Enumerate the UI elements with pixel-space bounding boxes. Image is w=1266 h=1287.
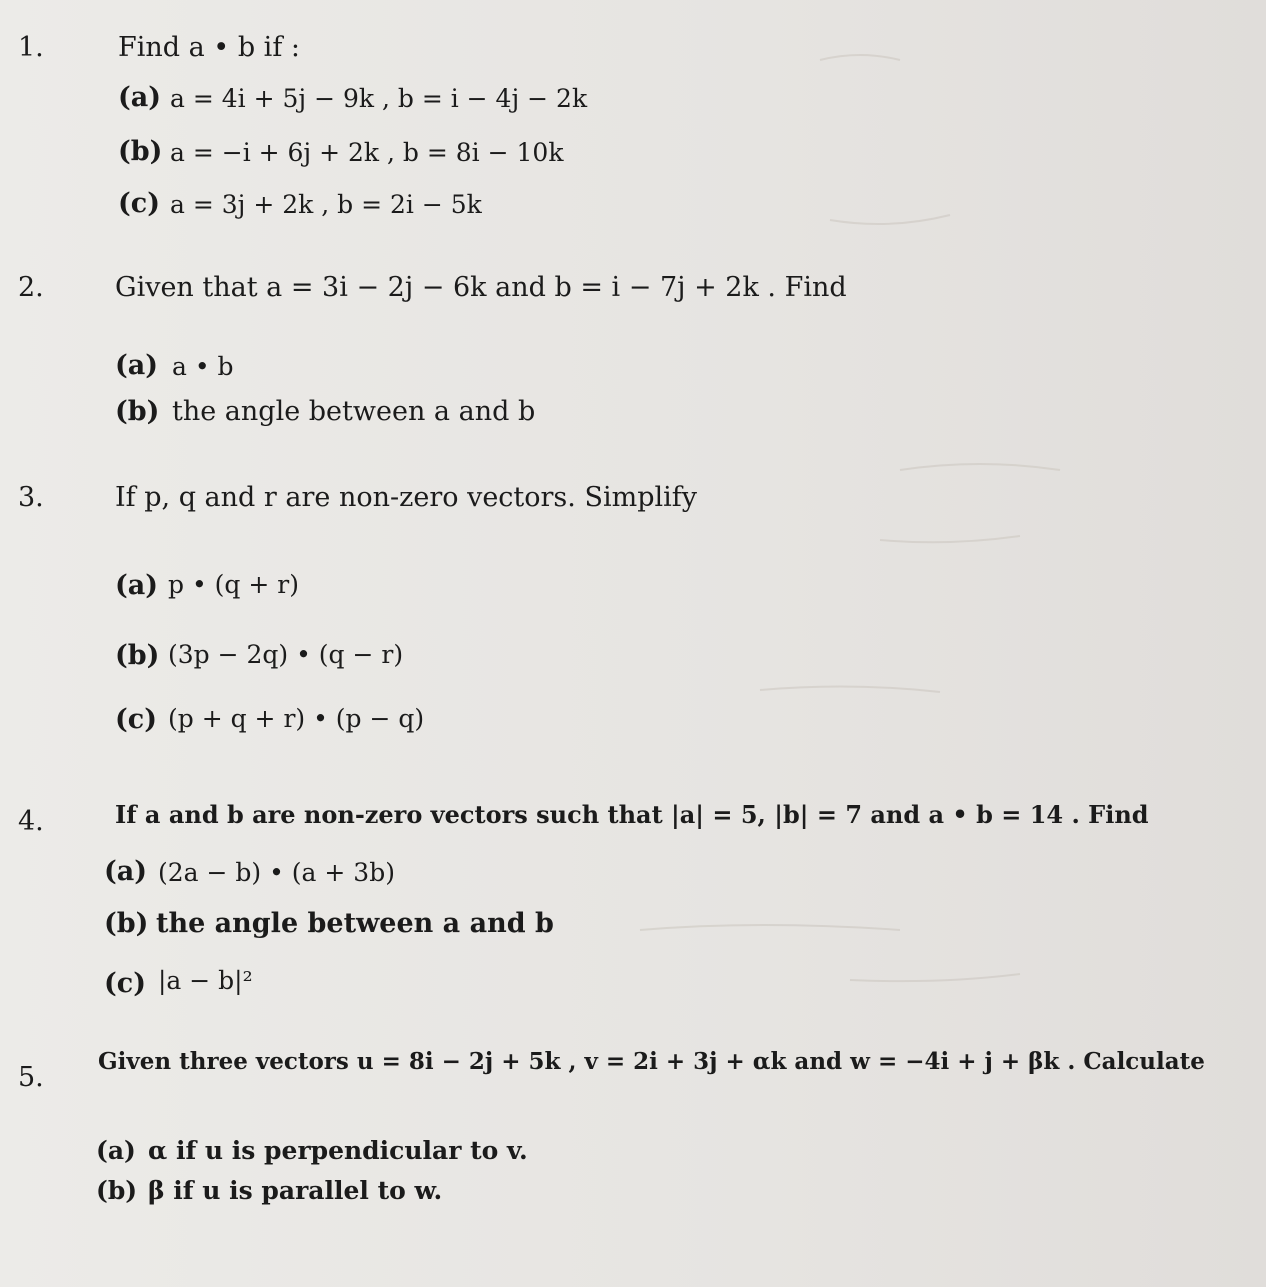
question-1a-label: (a) [118,82,162,113]
question-5-stem: Given three vectors u = 8i − 2j + 5k , v = 2i + 3j + αk and w = −4i + j + βk . Calculate [98,1048,1205,1075]
question-3c-label: (c) [115,704,157,735]
question-3b-label: (b) [115,640,160,671]
question-1b-label: (b) [118,136,163,167]
question-2a-text: a • b [172,352,234,381]
question-5b-text: β if u is parallel to w. [148,1176,443,1205]
question-3c-text: (p + q + r) • (p − q) [168,704,425,733]
question-4b-label: (b) [104,908,149,939]
question-5a-text: α if u is perpendicular to v. [148,1136,528,1165]
question-5-number: 5. [18,1062,44,1093]
question-4-number: 4. [18,806,44,837]
question-2b-text: the angle between a and b [172,396,536,427]
question-1c-label: (c) [118,188,160,219]
question-1c-text: a = 3j + 2k , b = 2i − 5k [170,190,482,219]
question-1-number: 1. [18,32,44,63]
question-5b-label: (b) [96,1176,138,1205]
question-3b-text: (3p − 2q) • (q − r) [168,640,404,669]
question-4c-text: |a − b|² [158,966,253,995]
question-4-stem: If a and b are non-zero vectors such that |a| = 5, |b| = 7 and a • b = 14 . Find [115,800,1149,829]
question-2a-label: (a) [115,350,159,381]
question-4b-text: the angle between a and b [156,908,554,939]
question-1a-text: a = 4i + 5j − 9k , b = i − 4j − 2k [170,84,588,113]
question-3a-label: (a) [115,570,159,601]
question-4a-text: (2a − b) • (a + 3b) [158,858,395,887]
question-2-number: 2. [18,272,44,303]
question-4c-label: (c) [104,968,146,999]
question-3-number: 3. [18,482,44,513]
question-5a-label: (a) [96,1136,136,1165]
question-2-stem: Given that a = 3i − 2j − 6k and b = i − 7j + 2k . Find [115,272,847,303]
question-1b-text: a = −i + 6j + 2k , b = 8i − 10k [170,138,564,167]
question-3a-text: p • (q + r) [168,570,299,599]
question-1-stem: Find a • b if : [118,32,300,63]
question-4a-label: (a) [104,856,148,887]
question-2b-label: (b) [115,396,160,427]
question-3-stem: If p, q and r are non-zero vectors. Simplify [115,482,697,513]
